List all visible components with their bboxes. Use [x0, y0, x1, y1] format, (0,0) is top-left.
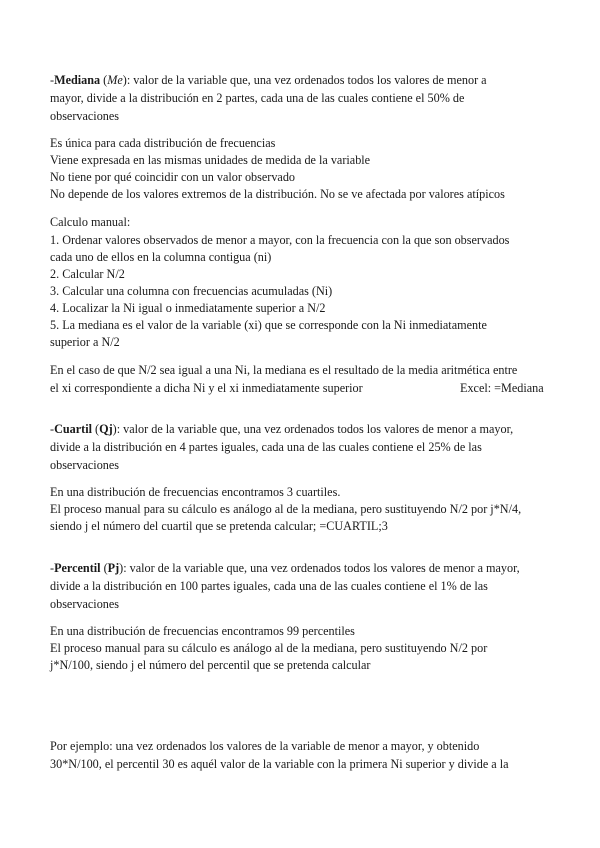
calc-step: 1. Ordenar valores observados de menor a mayor, con la frecuencia con la que son observados	[50, 233, 510, 247]
paren-open: (	[100, 73, 108, 87]
cuartil-paragraph-2-line-1: El proceso manual para su cálculo es análogo al de la mediana, pero sustituyendo N/2 por j*N/4,	[50, 502, 522, 516]
cuartil-paragraph-1: En una distribución de frecuencias encontramos 3 cuartiles.	[50, 485, 341, 499]
cuartil-definition-line-3: observaciones	[50, 458, 120, 472]
percentil-term: Percentil	[54, 561, 101, 575]
percentil-definition-line-2: divide a la distribución en 100 partes iguales, cada una de las cuales contiene el 1% de las	[50, 579, 488, 593]
calc-step: 3. Calcular una columna con frecuencias acumuladas (Ni)	[50, 284, 333, 298]
calc-step: 4. Localizar la Ni igual o inmediatamente superior a N/2	[50, 301, 326, 315]
mediana-definition-line-1	[50, 72, 550, 89]
mediana-note-line-1: En el caso de que N/2 sea igual a una Ni, la mediana es el resultado de la media aritmética entre	[50, 363, 518, 377]
mediana-term: Mediana	[54, 73, 101, 87]
percentil-definition-line-3: observaciones	[50, 597, 120, 611]
mediana-property: No tiene por qué coincidir con un valor observado	[50, 170, 296, 184]
calc-step: cada uno de ellos en la columna contigua (ni)	[50, 250, 272, 264]
cuartil-paragraph-2-line-2: siendo j el número del cuartil que se pretenda calcular; =CUARTIL;3	[50, 519, 388, 533]
percentil-paragraph-1: En una distribución de frecuencias encontramos 99 percentiles	[50, 624, 355, 638]
dash: -	[50, 73, 55, 87]
cuartil-definition-line-2: divide a la distribución en 4 partes iguales, cada una de las cuales contiene el 25% de las	[50, 440, 482, 454]
calc-step: superior a N/2	[50, 335, 120, 349]
mediana-property: Es única para cada distribución de frecuencias	[50, 136, 276, 150]
cuartil-definition-line-1	[50, 421, 550, 438]
cuartil-term: Cuartil	[54, 422, 92, 436]
calc-step: 5. La mediana es el valor de la variable (xi) que se corresponde con la Ni inmediatamente	[50, 318, 487, 332]
paren-close: )	[119, 561, 124, 575]
dash: -	[50, 422, 55, 436]
ejemplo-line-1: Por ejemplo: una vez ordenados los valores de la variable de menor a mayor, y obtenido	[50, 739, 480, 753]
cuartil-abbr: Qj	[99, 422, 113, 436]
excel-formula: Excel: =Mediana	[460, 381, 544, 395]
dash: -	[50, 561, 55, 575]
calc-step: 2. Calcular N/2	[50, 267, 125, 281]
paren-open: (	[100, 561, 108, 575]
mediana-property: Viene expresada en las mismas unidades de medida de la variable	[50, 153, 371, 167]
paren-close: )	[112, 422, 117, 436]
percentil-paragraph-2-line-2: j*N/100, siendo j el número del percentil que se pretenda calcular	[50, 658, 371, 672]
percentil-paragraph-2-line-1: El proceso manual para su cálculo es análogo al de la mediana, pero sustituyendo N/2 por	[50, 641, 488, 655]
calculo-manual-title: Calculo manual:	[50, 215, 131, 229]
mediana-note-line-2: el xi correspondiente a dicha Ni y el xi inmediatamente superior	[50, 381, 363, 395]
percentil-def-text: : valor de la variable que, una vez ordenados todos los valores de menor a mayor,	[123, 561, 520, 575]
mediana-def-text: : valor de la variable que, una vez ordenados todos los valores de menor a	[126, 73, 487, 87]
percentil-definition-line-1	[50, 560, 550, 577]
mediana-definition-line-2: mayor, divide a la distribución en 2 partes, cada una de las cuales contiene el 50% de	[50, 91, 465, 105]
mediana-property: No depende de los valores extremos de la distribución. No se ve afectada por valores atípicos	[50, 187, 505, 201]
mediana-definition-line-3: observaciones	[50, 109, 120, 123]
mediana-abbr: Me	[107, 73, 123, 87]
cuartil-def-text: : valor de la variable que, una vez ordenados todos los valores de menor a mayor,	[116, 422, 514, 436]
paren-open: (	[91, 422, 100, 436]
paren-close: )	[122, 73, 127, 87]
percentil-abbr: Pj	[107, 561, 120, 575]
ejemplo-line-2: 30*N/100, el percentil 30 es aquél valor de la variable con la primera Ni superior y divide a la	[50, 757, 509, 771]
